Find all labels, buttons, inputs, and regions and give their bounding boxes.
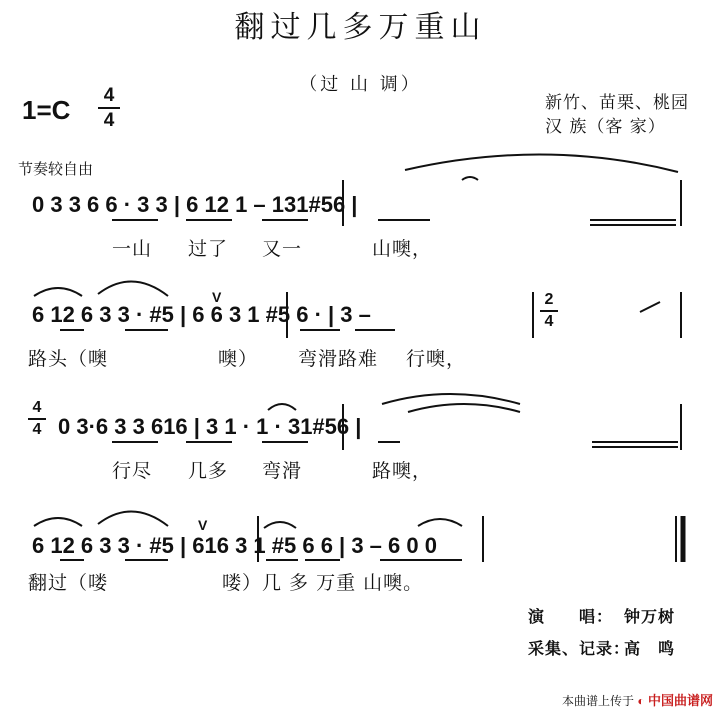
- time-change-row-2-top: 2: [544, 291, 554, 308]
- lyric-row-3-d: 路噢，: [372, 460, 433, 482]
- slur-row4-a: [34, 518, 82, 526]
- notation-row-2: 6 12 6 3 3 · #5 | 6 6 3 1 #5 6 · | 3 –: [32, 302, 371, 327]
- slur-row1-small: [462, 177, 478, 180]
- credit-collector-role: 采集、记录：: [528, 639, 631, 658]
- footer-brand: 中国曲谱网: [647, 693, 713, 708]
- slur-row2-c: [640, 302, 660, 312]
- time-signature-top: 4: [103, 85, 115, 106]
- credit-singer-name: 钟万树: [624, 607, 676, 626]
- breath-mark-row4: V: [198, 517, 208, 533]
- notation-row-4: 6 12 6 3 3 · #5 | 616 3 1 #5 6 6 | 3 – 6 0 0: [32, 533, 437, 558]
- slur-row4-d: [418, 519, 462, 526]
- notation-row-1: 0 3 3 6 6 · 3 3 | 6 12 1 – 131#56 |: [32, 192, 358, 217]
- lyric-row-1-a: 一山: [112, 238, 153, 260]
- slur-row3-a: [268, 404, 296, 410]
- origin-ethnicity: 汉 族（客 家）: [545, 117, 666, 137]
- lyric-row-1-c: 又一: [262, 238, 303, 260]
- lyric-row-2-b: 噢）: [218, 348, 259, 370]
- slur-row1-long: [405, 154, 678, 172]
- slur-row2-a: [34, 288, 82, 296]
- origin-region: 新竹、苗栗、桃园: [545, 93, 689, 113]
- lyric-row-2-d: 行噢，: [406, 348, 467, 370]
- slur-row4-b: [98, 511, 168, 526]
- slur-row3-b: [382, 394, 520, 404]
- slur-row3-c: [408, 404, 520, 412]
- lyric-row-3-c: 弯滑: [262, 460, 303, 482]
- lyric-row-3-b: 几多: [188, 460, 229, 482]
- key-signature: 1=C: [22, 95, 71, 125]
- time-change-row-3-bottom: 4: [32, 421, 42, 438]
- credit-collector-name: 高 鸣: [624, 639, 676, 658]
- breath-mark-row2: V: [212, 289, 222, 305]
- credit-singer-role: 演 唱：: [528, 607, 614, 626]
- song-subtitle: （过 山 调）: [299, 74, 422, 95]
- lyric-row-2-a: 路头（噢: [28, 348, 109, 370]
- slur-row4-c: [264, 522, 296, 528]
- lyric-row-4-b: 喽）几 多 万重 山噢。: [222, 572, 424, 594]
- slur-row2-b: [98, 281, 168, 296]
- lyric-row-4-a: 翻过（喽: [28, 572, 109, 594]
- tempo-marking: 节奏较自由: [18, 160, 94, 178]
- time-change-row-3-top: 4: [32, 399, 42, 416]
- lyric-row-1-b: 过了: [188, 238, 229, 260]
- footer-prefix: 本曲谱上传于: [562, 694, 635, 708]
- song-title: 翻过几多万重山: [234, 10, 487, 45]
- site-logo-icon: ◐: [637, 694, 645, 708]
- lyric-row-1-d: 山噢，: [372, 238, 433, 260]
- time-signature-bottom: 4: [103, 110, 115, 131]
- lyric-row-3-a: 行尽: [112, 460, 153, 482]
- time-change-row-2-bottom: 4: [544, 313, 554, 330]
- notation-row-3: 0 3·6 3 3 616 | 3 1 · 1 · 31#56 |: [58, 414, 362, 439]
- lyric-row-2-c: 弯滑路难: [298, 348, 379, 370]
